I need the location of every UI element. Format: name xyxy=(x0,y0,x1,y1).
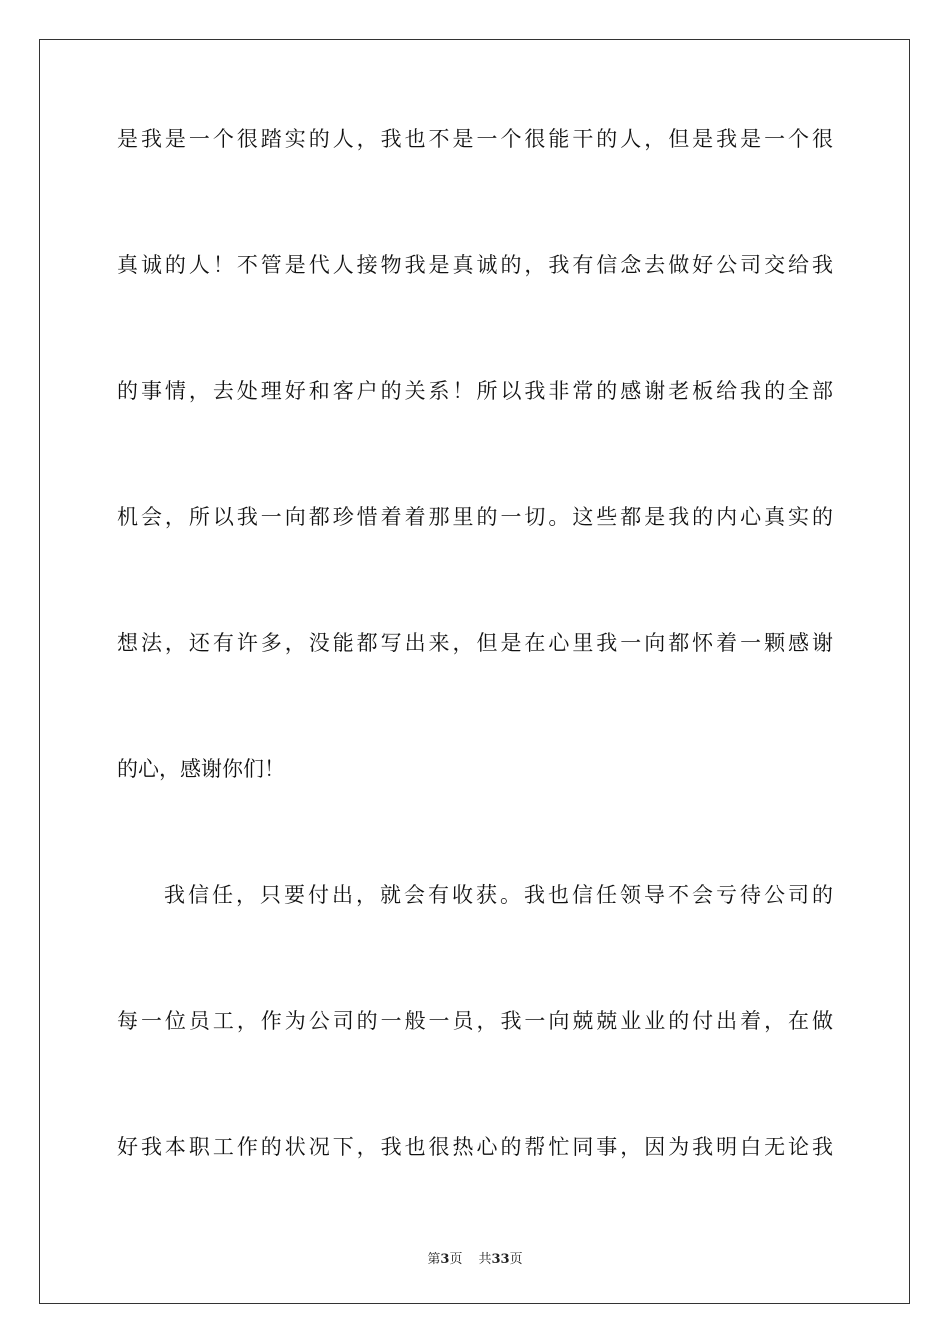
text-line-paragraph-end: 的心，感谢你们！ xyxy=(117,757,285,781)
total-prefix: 共 xyxy=(478,1252,492,1267)
text-line: 真诚的人！不管是代人接物我是真诚的，我有信念去做好公司交给我 xyxy=(117,253,833,277)
total-unit: 页 xyxy=(509,1252,523,1267)
text-line: 机会，所以我一向都珍惜着着那里的一切。这些都是我的内心真实的 xyxy=(117,505,833,529)
page-number: 3 xyxy=(440,1252,450,1267)
text-line: 的事情，去处理好和客户的关系！所以我非常的感谢老板给我的全部 xyxy=(117,379,833,403)
total-pages: 33 xyxy=(491,1252,510,1267)
page-footer xyxy=(0,1248,950,1267)
text-line: 想法，还有许多，没能都写出来，但是在心里我一向都怀着一颗感谢 xyxy=(117,631,833,655)
text-line: 每一位员工，作为公司的一般一员，我一向兢兢业业的付出着，在做 xyxy=(117,1009,833,1033)
text-line-paragraph-start: 我信任，只要付出，就会有收获。我也信任领导不会亏待公司的 xyxy=(164,883,833,907)
text-line: 是我是一个很踏实的人，我也不是一个很能干的人，但是我是一个很 xyxy=(117,127,833,151)
page-prefix: 第 xyxy=(427,1252,441,1267)
document-body xyxy=(117,126,833,1260)
text-line: 好我本职工作的状况下，我也很热心的帮忙同事，因为我明白无论我 xyxy=(117,1135,833,1159)
page-unit: 页 xyxy=(449,1252,463,1267)
